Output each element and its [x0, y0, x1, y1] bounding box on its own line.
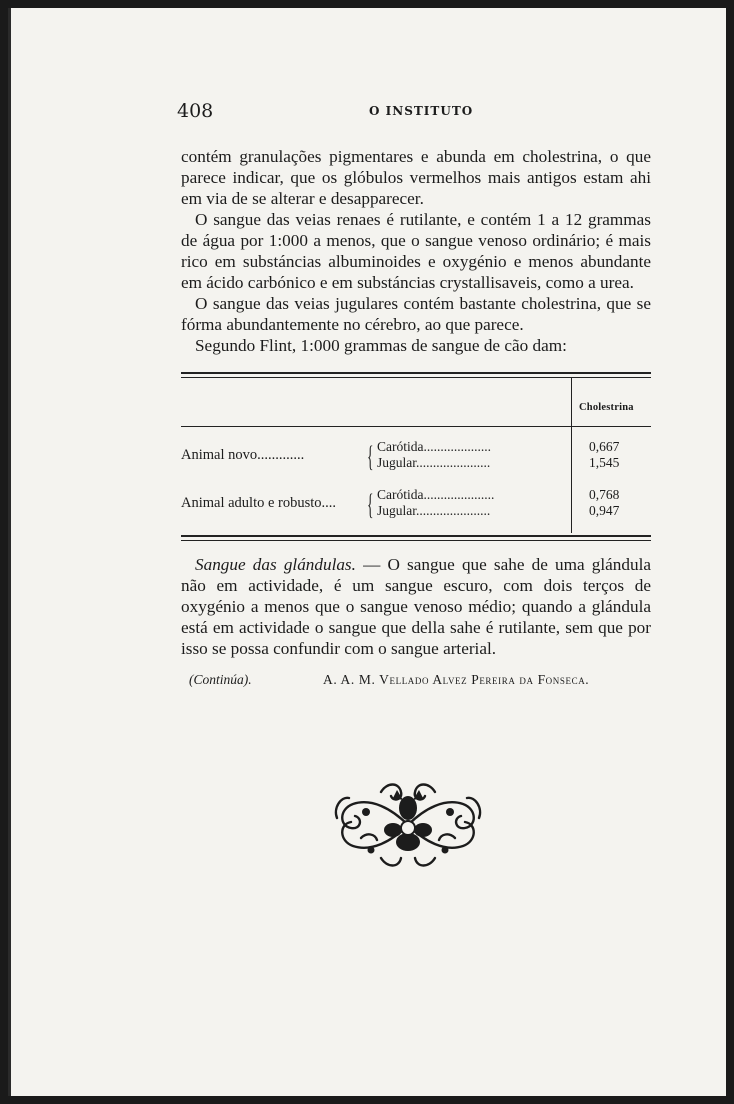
column-header-cholestrina: Cholestrina — [579, 402, 634, 413]
author-signature: A. A. M. Vellado Alvez Pereira da Fonseca. — [323, 672, 590, 687]
paragraph: O sangue das veias renaes é rutilante, e contém 1 a 12 grammas de água por 1:000 a menos, que o sangue venoso ordinário; é mais rico em substáncias albuminoides e oxygénio e menos abundante em ácido carbónico e em substáncias crystallisaveis, como a urea. — [181, 210, 651, 292]
section-text: — O sangue que sahe de uma glándula não em actividade, é um sangue escuro, com dois terços de oxygénio a menos que o sangue venoso médio; quando a glándula está em actividade o sangue que della sahe é rutilante, sem que por isso se possa confundir com o sangue arterial. — [181, 555, 651, 658]
vessel-label: Jugular...................... — [377, 503, 491, 518]
paragraph: Segundo Flint, 1:000 grammas de sangue de cão dam: — [195, 336, 567, 355]
brace-icon: { — [367, 440, 374, 473]
vessel-label: Jugular...................... — [377, 455, 491, 470]
vessel-label: Carótida.................... — [377, 439, 491, 454]
brace-icon: { — [367, 488, 374, 521]
paragraph: O sangue das veias jugulares contém bastante cholestrina, que se fórma abundantemente no cérebro, ao que parece. — [181, 294, 651, 334]
section-glandulas — [181, 554, 651, 659]
paragraph — [181, 554, 651, 659]
running-title: O INSTITUTO — [369, 104, 474, 118]
book-page — [8, 8, 726, 1096]
cholestrina-value: 0,768 — [589, 487, 620, 502]
table-header — [181, 378, 651, 426]
section-heading: Sangue das glándulas. — [195, 555, 356, 574]
continua-note: (Continúa). — [189, 672, 252, 687]
table-bottom-rule-inner — [181, 540, 651, 541]
body-text — [181, 146, 651, 356]
cholestrina-table — [181, 370, 651, 541]
animal-label: Animal adulto e robusto.... — [181, 495, 337, 511]
floral-ornament-icon — [331, 778, 485, 872]
table-top-rule — [181, 372, 651, 374]
cholestrina-value: 1,545 — [589, 455, 620, 470]
table-row — [181, 487, 651, 523]
cholestrina-value: 0,667 — [589, 439, 620, 454]
table-bottom-rule — [181, 535, 651, 537]
page-header — [173, 100, 653, 124]
cholestrina-value: 0,947 — [589, 503, 620, 518]
vessel-label: Carótida..................... — [377, 487, 495, 502]
paragraph: contém granulações pigmentares e abunda em cholestrina, o que parece indicar, que os glóbulos vermelhos mais antigos estam ahi em via de se alterar e desapparecer. — [181, 147, 651, 208]
column-divider — [571, 378, 572, 426]
table-body — [181, 427, 651, 533]
page-number: 408 — [177, 100, 214, 122]
table-row — [181, 439, 651, 475]
animal-label: Animal novo............. — [181, 447, 305, 463]
